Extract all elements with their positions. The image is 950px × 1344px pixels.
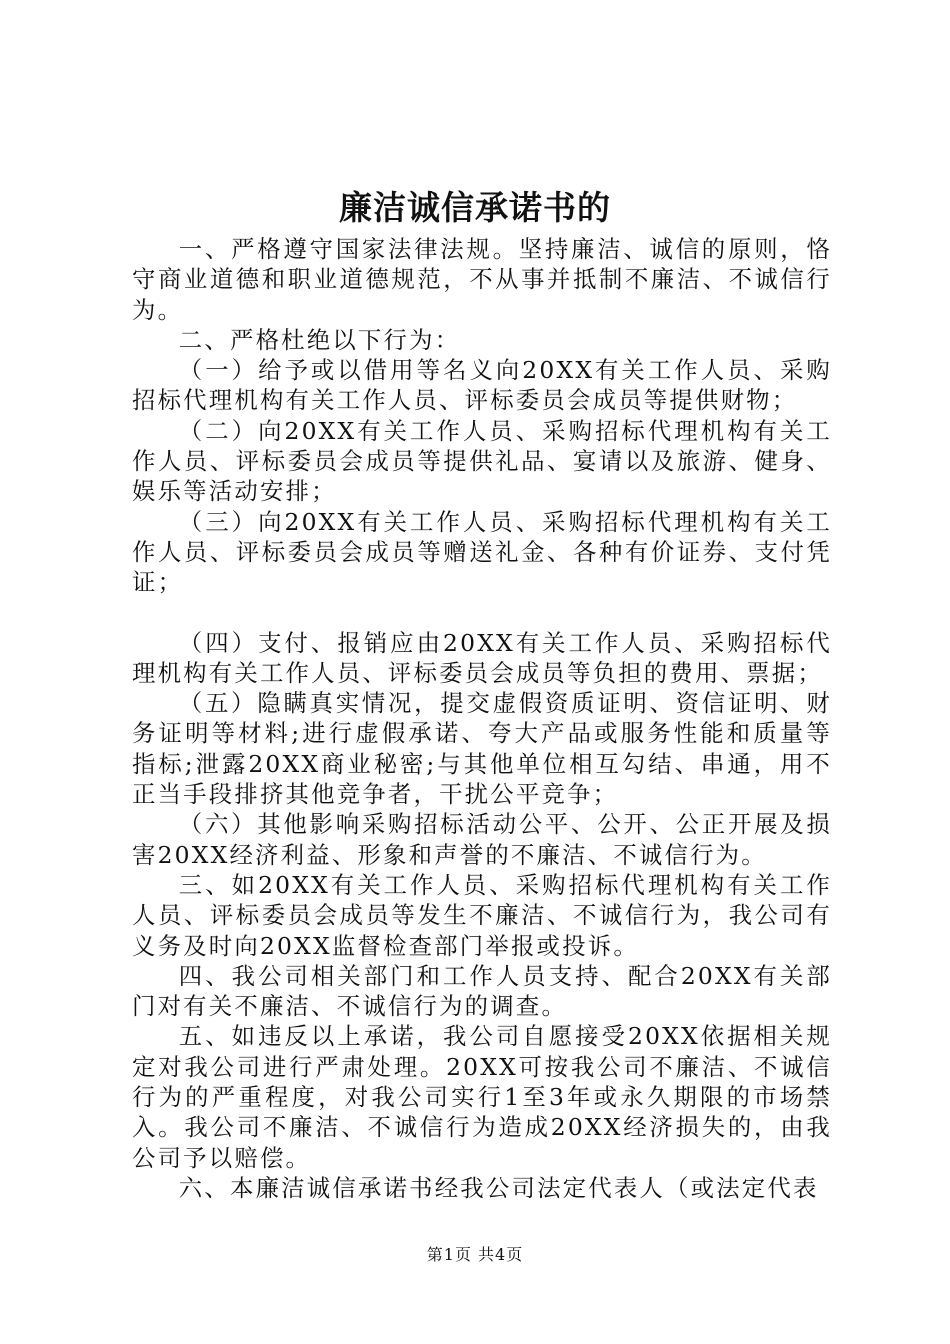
paragraph-2-item-3: （三）向20XX有关工作人员、采购招标代理机构有关工作人员、评标委员会成员等赠送礼金、各种有价证券、支付凭证；	[132, 507, 832, 597]
paragraph-1: 一、严格遵守国家法律法规。坚持廉洁、诚信的原则，恪守商业道德和职业道德规范，不从事并抵制不廉洁、不诚信行为。	[132, 235, 832, 324]
paragraph-4: 四、我公司相关部门和工作人员支持、配合20XX有关部门对有关不廉洁、不诚信行为的调查。	[132, 961, 832, 1021]
paragraph-2-item-6: （六）其他影响采购招标活动公平、公开、公正开展及损害20XX经济利益、形象和声誉的不廉洁、不诚信行为。	[132, 810, 832, 869]
document-title: 廉洁诚信承诺书的	[339, 188, 611, 227]
paragraph-2: 二、严格杜绝以下行为：	[178, 325, 461, 354]
page-number-footer: 第1页 共4页	[426, 1245, 524, 1264]
paragraph-6: 六、本廉洁诚信承诺书经我公司法定代表人（或法定代表	[178, 1173, 819, 1202]
paragraph-3: 三、如20XX有关工作人员、采购招标代理机构有关工作人员、评标委员会成员等发生不廉洁、不诚信行为，我公司有义务及时向20XX监督检查部门举报或投诉。	[132, 870, 832, 960]
document-body	[132, 234, 832, 1203]
paragraph-2-item-4: （四）支付、报销应由20XX有关工作人员、采购招标代理机构有关工作人员、评标委员会成员等负担的费用、票据；	[132, 628, 832, 687]
paragraph-5: 五、如违反以上承诺，我公司自愿接受20XX依据相关规定对我公司进行严肃处理。20XX可按我公司不廉洁、不诚信行为的严重程度，对我公司实行1至3年或永久期限的市场禁入。我公司不廉洁、不诚信行为造成20XX经济损失的，由我公司予以赔偿。	[132, 1022, 832, 1172]
paragraph-2-item-5: （五）隐瞒真实情况，提交虚假资质证明、资信证明、财务证明等材料;进行虚假承诺、夸大产品或服务性能和质量等指标;泄露20XX商业秘密;与其他单位相互勾结、串通，用不正当手段排挤其他竞争者，干扰公平竞争；	[132, 689, 832, 809]
paragraph-2-item-2: （二）向20XX有关工作人员、采购招标代理机构有关工作人员、评标委员会成员等提供礼品、宴请以及旅游、健身、娱乐等活动安排；	[132, 416, 832, 506]
paragraph-2-item-1: （一）给予或以借用等名义向20XX有关工作人员、采购招标代理机构有关工作人员、评标委员会成员等提供财物；	[132, 356, 832, 415]
